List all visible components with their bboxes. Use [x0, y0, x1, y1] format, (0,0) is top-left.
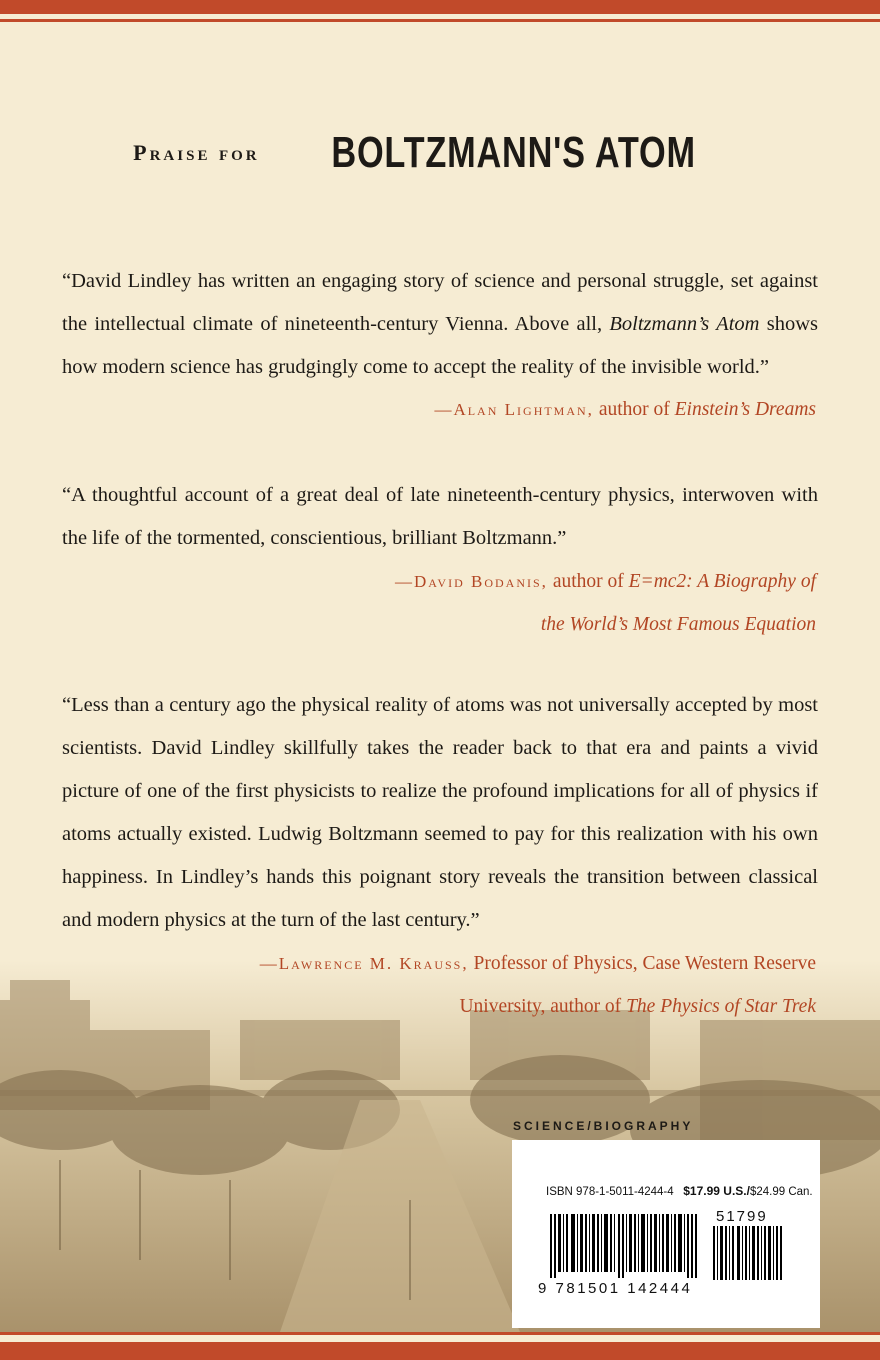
isbn-text: ISBN 978-1-5011-4244-4: [546, 1186, 674, 1198]
attribution-text: author of: [547, 571, 629, 592]
attribution-lightman: [434, 388, 816, 431]
quote-bodanis: [62, 474, 818, 560]
bottom-border-line: [0, 1332, 880, 1335]
attribution-text: Professor of Physics, Case Western Reserve: [468, 953, 816, 974]
attribution-work-cont: the World’s Most Famous Equation: [540, 614, 816, 635]
praise-for-label: Praise for: [133, 140, 260, 165]
quote-italic-title: Boltzmann’s Atom: [609, 313, 760, 335]
barcode-panel: [512, 1140, 820, 1328]
attribution-work: Einstein’s Dreams: [674, 399, 816, 420]
attribution-text-cont: University, author of: [459, 996, 627, 1017]
attribution-name: —David Bodanis,: [395, 572, 548, 591]
price-can: $24.99 Can.: [749, 1186, 813, 1198]
isbn-barcode: [550, 1214, 698, 1278]
quote-lightman: [62, 260, 818, 389]
quote-krauss: [62, 684, 818, 942]
top-border-line: [0, 19, 880, 22]
isbn-digits: 9 781501 142444: [538, 1280, 693, 1297]
addon-digits: 51799: [716, 1208, 768, 1225]
quote-text: “A thoughtful account of a great deal of late nineteenth-century physics, interwoven with the life of the tormented, conscientious, brilliant Boltzmann.”: [62, 484, 818, 549]
category-label: SCIENCE/BIOGRAPHY: [513, 1119, 694, 1133]
addon-barcode: [713, 1226, 783, 1280]
attribution-work: The Physics of Star Trek: [626, 996, 816, 1017]
attribution-krauss: [260, 942, 816, 1028]
isbn-price-line: [546, 1184, 813, 1198]
quote-text: “Less than a century ago the physical reality of atoms was not universally accepted by most scientists. David Lindley skillfully takes the reader back to that era and paints a vivid picture of one of the first physicists to realize the profound implications for all of physics if atoms actually existed. Ludwig Boltzmann seemed to pay for this realization with his own happiness. In Lindley’s hands this poignant story reveals the transition between classical and modern physics at the turn of the last century.”: [62, 694, 818, 931]
top-border-band: [0, 0, 880, 14]
price-us: $17.99 U.S./: [683, 1184, 750, 1198]
attribution-name: —Alan Lightman,: [434, 400, 594, 419]
quote-text: “David Lindley has written an engaging story of science and personal struggle, set against the intellectual climate of nineteenth-century Vienna. Above all,: [62, 270, 818, 335]
book-title: BOLTZMANN'S ATOM: [331, 128, 696, 177]
attribution-work: E=mc2: A Biography of: [628, 571, 816, 592]
page-title: [0, 128, 880, 178]
attribution-text: author of: [593, 399, 675, 420]
bottom-border-band: [0, 1342, 880, 1360]
attribution-bodanis: [395, 560, 816, 646]
quote-text: shows how modern science has grudgingly come to accept the reality of the invisible world.”: [62, 313, 819, 378]
attribution-name: —Lawrence M. Krauss,: [259, 954, 469, 973]
